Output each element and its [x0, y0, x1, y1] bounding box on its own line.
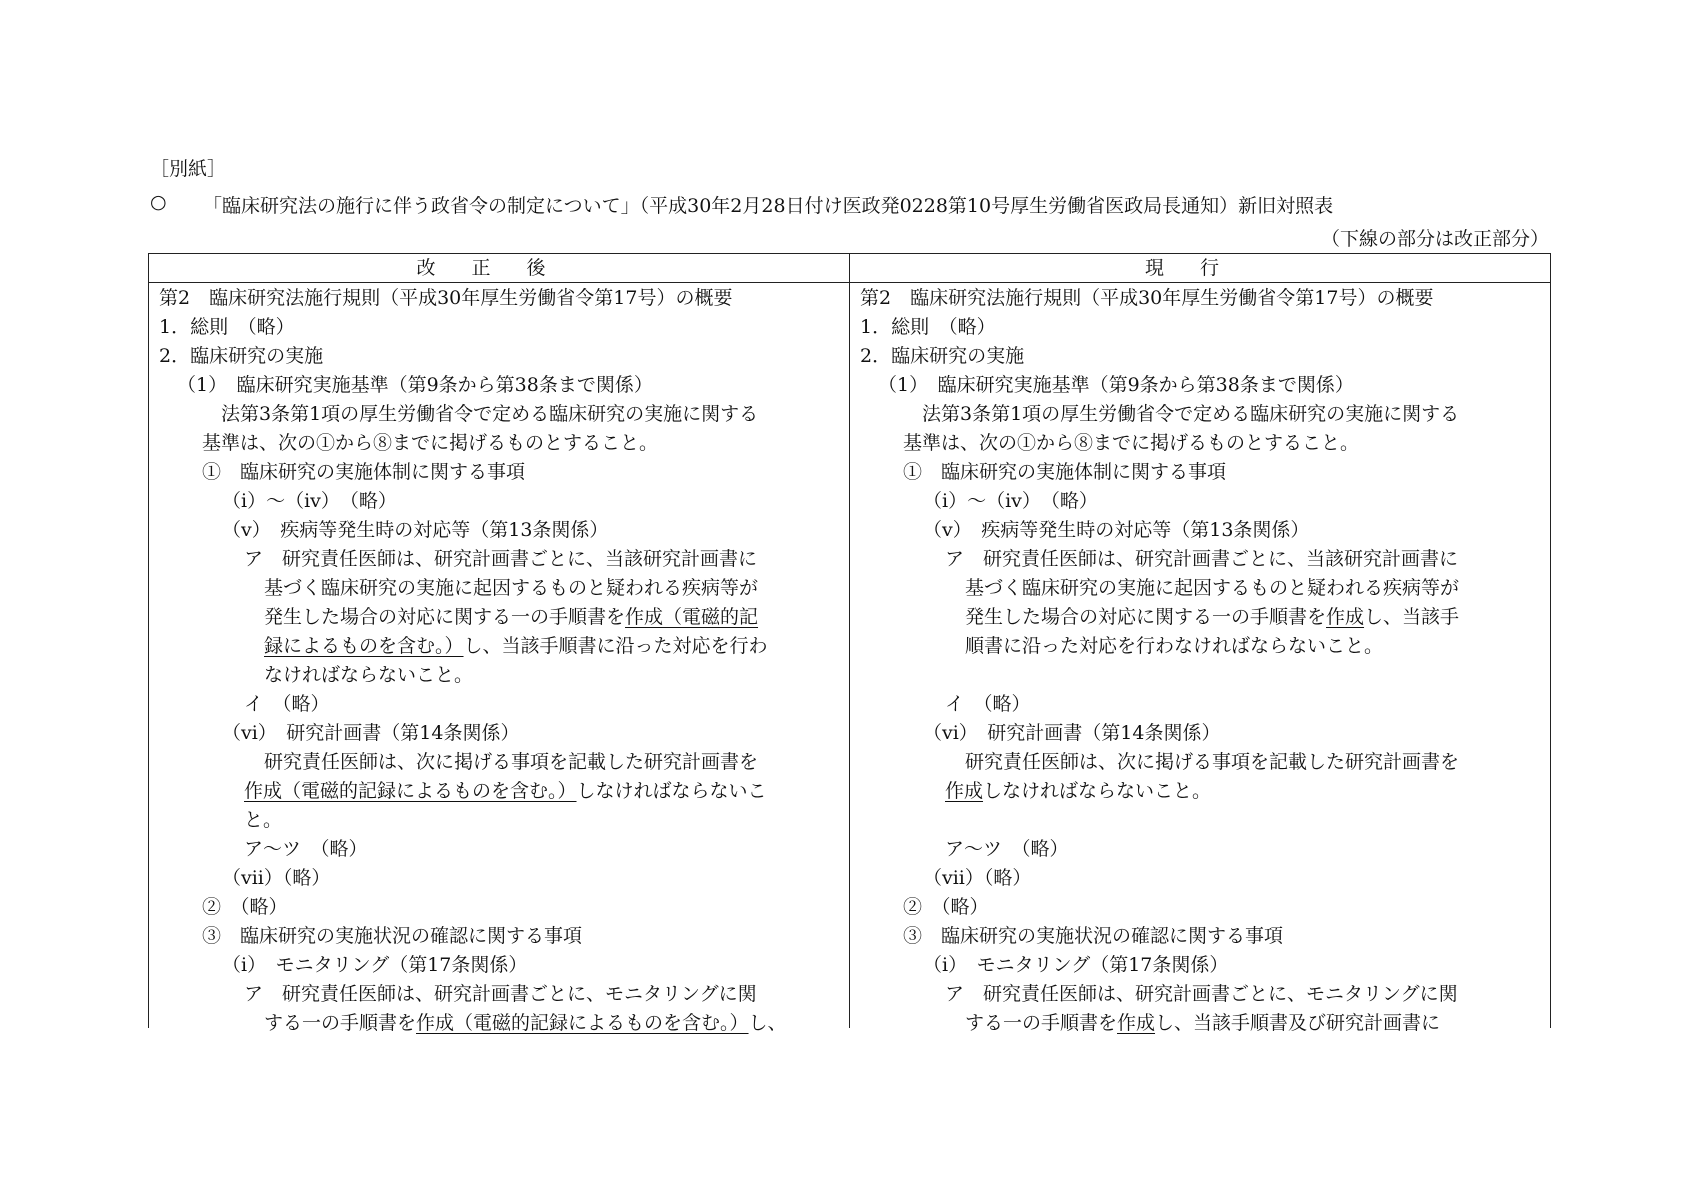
paragraph-line: 基づく臨床研究の実施に起因するものと疑われる疾病等が	[264, 577, 759, 599]
column-header-revised: 改正後	[149, 254, 850, 283]
paragraph-line: 基準は、次の①から⑧までに掲げるものとすること。	[903, 432, 1360, 454]
underline-note: （下線の部分は改正部分）	[1320, 228, 1549, 250]
paragraph-line: 発生した場合の対応に関する一の手順書を作成し、当該手	[965, 606, 1460, 628]
list-item: （v） 疾病等発生時の対応等（第13条関係）	[222, 519, 609, 541]
list-item: ③ 臨床研究の実施状況の確認に関する事項	[903, 925, 1284, 947]
paragraph-line: 順書に沿った対応を行わなければならないこと。	[965, 635, 1384, 657]
revised-underline: 作成（電磁的記	[625, 606, 759, 628]
title-bullet: ○	[150, 191, 167, 213]
current-underline: 作成	[1326, 606, 1365, 628]
list-item: ② （略）	[903, 896, 989, 918]
revised-underline: 作成（電磁的記録によるものを含む。）	[244, 780, 577, 802]
paragraph-line: ア 研究責任医師は、研究計画書ごとに、モニタリングに関	[244, 983, 757, 1005]
paragraph-line: 発生した場合の対応に関する一の手順書を作成（電磁的記	[264, 606, 759, 628]
list-item: （i）～（iv） （略）	[222, 490, 397, 512]
paragraph-line: する一の手順書を作成（電磁的記録によるものを含む。）し、	[264, 1012, 787, 1034]
paragraph-line: 基準は、次の①から⑧までに掲げるものとすること。	[202, 432, 659, 454]
paragraph-line: 研究責任医師は、次に掲げる事項を記載した研究計画書を	[965, 751, 1460, 773]
paragraph-line: 研究責任医師は、次に掲げる事項を記載した研究計画書を	[264, 751, 759, 773]
document-title: 「臨床研究法の施行に伴う政省令の制定について」（平成30年2月28日付け医政発0228第10号厚生労働省医政局長通知）新旧対照表	[203, 195, 1334, 217]
column-header-current: 現行	[850, 254, 1551, 283]
section-heading: 第2 臨床研究法施行規則（平成30年厚生労働省令第17号）の概要	[860, 287, 1434, 309]
list-item: （vii）（略）	[222, 867, 331, 889]
list-item: ① 臨床研究の実施体制に関する事項	[202, 461, 526, 483]
item-general: 1．総則 （略）	[860, 316, 996, 338]
current-underline: 作成	[1117, 1012, 1156, 1034]
paragraph-line: 作成しなければならないこと。	[945, 780, 1212, 802]
paragraph-line: する一の手順書を作成し、当該手順書及び研究計画書に	[965, 1012, 1441, 1034]
list-item: （vi） 研究計画書（第14条関係）	[923, 722, 1221, 744]
paragraph-line: と。	[244, 809, 283, 831]
list-item: ③ 臨床研究の実施状況の確認に関する事項	[202, 925, 583, 947]
paragraph-line: なければならないこと。	[264, 664, 474, 686]
paragraph-line: 法第3条第1項の厚生労働省令で定める臨床研究の実施に関する	[221, 403, 759, 425]
list-item: （i） モニタリング（第17条関係）	[222, 954, 528, 976]
paragraph-line: ア 研究責任医師は、研究計画書ごとに、当該研究計画書に	[244, 548, 758, 570]
comparison-table	[148, 253, 1551, 1034]
section-heading: 第2 臨床研究法施行規則（平成30年厚生労働省令第17号）の概要	[159, 287, 733, 309]
paragraph-line: ア 研究責任医師は、研究計画書ごとに、モニタリングに関	[945, 983, 1458, 1005]
list-item: ア～ツ （略）	[244, 838, 368, 860]
list-item: ① 臨床研究の実施体制に関する事項	[903, 461, 1227, 483]
list-item: イ （略）	[244, 693, 330, 715]
subitem-standards: （1） 臨床研究実施基準（第9条から第38条まで関係）	[878, 374, 1354, 396]
list-item: ② （略）	[202, 896, 288, 918]
revised-column	[149, 283, 850, 1034]
paragraph-line: 録によるものを含む。）し、当該手順書に沿った対応を行わ	[264, 635, 768, 657]
paragraph-line: 法第3条第1項の厚生労働省令で定める臨床研究の実施に関する	[922, 403, 1460, 425]
current-underline: 作成	[945, 780, 984, 802]
list-item: （vii）（略）	[923, 867, 1032, 889]
item-implementation: 2．臨床研究の実施	[860, 345, 1025, 367]
current-column	[850, 283, 1551, 1034]
list-item: ア～ツ （略）	[945, 838, 1069, 860]
revised-underline: 録によるものを含む。）	[264, 635, 464, 657]
list-item: （v） 疾病等発生時の対応等（第13条関係）	[923, 519, 1310, 541]
list-item: （i）～（iv） （略）	[923, 490, 1098, 512]
revised-underline: 作成（電磁的記録によるものを含む。）	[416, 1012, 749, 1034]
attachment-label: ［別紙］	[150, 158, 227, 180]
subitem-standards: （1） 臨床研究実施基準（第9条から第38条まで関係）	[177, 374, 653, 396]
paragraph-line: 作成（電磁的記録によるものを含む。）しなければならないこ	[244, 780, 767, 802]
list-item: （i） モニタリング（第17条関係）	[923, 954, 1229, 976]
item-implementation: 2．臨床研究の実施	[159, 345, 324, 367]
paragraph-line: ア 研究責任医師は、研究計画書ごとに、当該研究計画書に	[945, 548, 1459, 570]
paragraph-line: 基づく臨床研究の実施に起因するものと疑われる疾病等が	[965, 577, 1460, 599]
list-item: （vi） 研究計画書（第14条関係）	[222, 722, 520, 744]
item-general: 1．総則 （略）	[159, 316, 295, 338]
list-item: イ （略）	[945, 693, 1031, 715]
